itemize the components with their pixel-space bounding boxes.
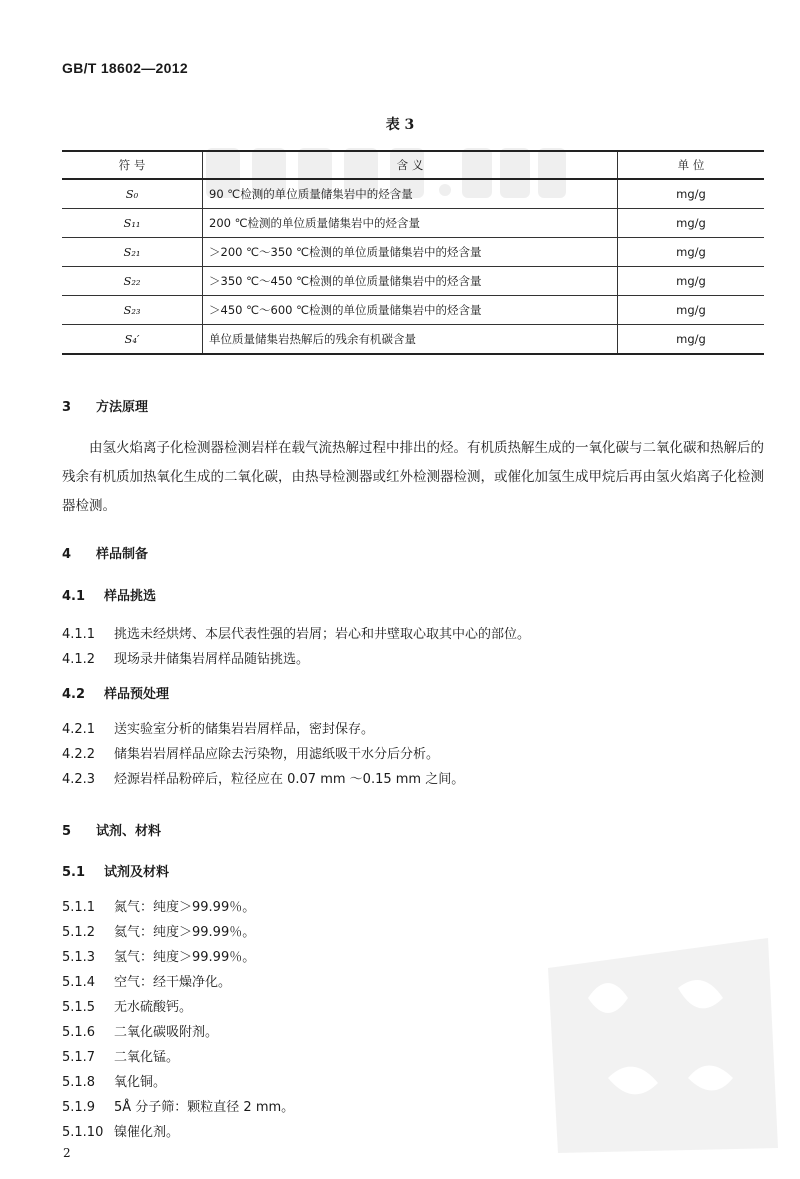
cell-symbol: S₂₁ — [62, 238, 203, 267]
section-number: 5 — [62, 824, 72, 839]
cell-meaning: ＞450 ℃～600 ℃检测的单位质量储集岩中的烃含量 — [203, 296, 618, 325]
cell-symbol: S₀ — [62, 179, 203, 209]
list-item — [62, 1096, 294, 1115]
cell-unit: mg/g — [618, 238, 765, 267]
cell-meaning: 200 ℃检测的单位质量储集岩中的烃含量 — [203, 209, 618, 238]
subsection-title: 样品预处理 — [104, 687, 170, 702]
seal-graphic — [528, 928, 788, 1158]
item-text: 氧化铜。 — [114, 1075, 167, 1090]
symbol-table — [62, 150, 764, 355]
section-title: 试剂、材料 — [96, 824, 162, 839]
cell-symbol: S₁₁ — [62, 209, 203, 238]
standard-number: GB/T 18602—2012 — [62, 60, 188, 76]
list-item — [62, 1021, 218, 1040]
item-text: 送实验室分析的储集岩岩屑样品，密封保存。 — [114, 722, 375, 737]
page-number: 2 — [63, 1146, 71, 1160]
cell-meaning: 90 ℃检测的单位质量储集岩中的烃含量 — [203, 179, 618, 209]
item-number: 4.2.2 — [62, 747, 96, 762]
table-row — [62, 296, 764, 325]
cell-symbol: S₂₃ — [62, 296, 203, 325]
header-unit: 单 位 — [618, 151, 765, 179]
table-caption: 表 3 — [385, 117, 415, 133]
item-number: 5.1.9 — [62, 1100, 96, 1115]
section-number: 4 — [62, 547, 72, 562]
item-number: 5.1.1 — [62, 900, 96, 915]
item-number: 4.2.1 — [62, 722, 96, 737]
item-text: 氮气：纯度＞99.99％。 — [114, 900, 256, 915]
item-text: 二氧化锰。 — [114, 1050, 180, 1065]
section-5-heading — [62, 820, 161, 839]
section-3-paragraph: 由氢火焰离子化检测器检测岩样在载气流热解过程中排出的烃。有机质热解生成的一氧化碳与二氧化碳和热解后的残余有机质加热氧化生成的二氧化碳，由热导检测器或红外检测器检测，或催化加氢生成甲烷后再由氢火焰离子化检测器检测。 — [62, 440, 764, 514]
header-symbol: 符 号 — [62, 151, 203, 179]
list-item — [62, 718, 374, 737]
list-item — [62, 648, 309, 667]
subsection-title: 样品挑选 — [104, 589, 157, 604]
item-text: 5Å 分子筛：颗粒直径 2 mm。 — [114, 1100, 295, 1115]
item-text: 无水硫酸钙。 — [114, 1000, 193, 1015]
list-item — [62, 1071, 166, 1090]
item-number: 4.1.1 — [62, 627, 96, 642]
item-text: 烃源岩样品粉碎后，粒径应在 0.07 mm ～0.15 mm 之间。 — [114, 772, 465, 787]
item-number: 5.1.2 — [62, 925, 96, 940]
list-item — [62, 743, 439, 762]
item-text: 镍催化剂。 — [114, 1125, 180, 1140]
item-number: 5.1.8 — [62, 1075, 96, 1090]
list-item — [62, 1121, 179, 1140]
list-item — [62, 996, 192, 1015]
table-header-row — [62, 151, 764, 179]
item-number: 5.1.3 — [62, 950, 96, 965]
cell-symbol: S₄′ — [62, 325, 203, 355]
section-title: 样品制备 — [96, 547, 149, 562]
section-title: 方法原理 — [96, 400, 149, 415]
item-number: 5.1.4 — [62, 975, 96, 990]
cell-meaning: ＞200 ℃～350 ℃检测的单位质量储集岩中的烃含量 — [203, 238, 618, 267]
table-row — [62, 238, 764, 267]
item-text: 氢气：纯度＞99.99％。 — [114, 950, 256, 965]
item-number: 4.1.2 — [62, 652, 96, 667]
table-row — [62, 179, 764, 209]
cell-symbol: S₂₂ — [62, 267, 203, 296]
item-text: 挑选未经烘烤、本层代表性强的岩屑；岩心和井壁取心取其中心的部位。 — [114, 627, 531, 642]
subsection-5-1-heading — [62, 861, 169, 880]
cell-unit: mg/g — [618, 267, 765, 296]
item-number: 5.1.7 — [62, 1050, 96, 1065]
section-number: 3 — [62, 400, 72, 415]
section-4-heading — [62, 543, 148, 562]
list-item — [62, 971, 231, 990]
list-item — [62, 896, 255, 915]
item-text: 空气：经干燥净化。 — [114, 975, 232, 990]
cell-unit: mg/g — [618, 209, 765, 238]
list-item — [62, 921, 255, 940]
table-row — [62, 209, 764, 238]
cell-meaning: ＞350 ℃～450 ℃检测的单位质量储集岩中的烃含量 — [203, 267, 618, 296]
cell-meaning: 单位质量储集岩热解后的残余有机碳含量 — [203, 325, 618, 355]
cell-unit: mg/g — [618, 296, 765, 325]
table-row — [62, 325, 764, 355]
subsection-number: 4.1 — [62, 589, 86, 604]
subsection-number: 4.2 — [62, 687, 86, 702]
item-number: 5.1.10 — [62, 1125, 104, 1140]
item-text: 二氧化碳吸附剂。 — [114, 1025, 219, 1040]
list-item — [62, 1046, 179, 1065]
subsection-number: 5.1 — [62, 865, 86, 880]
list-item — [62, 623, 530, 642]
cell-unit: mg/g — [618, 325, 765, 355]
item-number: 4.2.3 — [62, 772, 96, 787]
subsection-title: 试剂及材料 — [104, 865, 170, 880]
table-row — [62, 267, 764, 296]
cell-unit: mg/g — [618, 179, 765, 209]
item-text: 储集岩岩屑样品应除去污染物，用滤纸吸干水分后分析。 — [114, 747, 440, 762]
subsection-4-2-heading — [62, 683, 169, 702]
subsection-4-1-heading — [62, 585, 156, 604]
list-item — [62, 768, 464, 787]
item-text: 氦气：纯度＞99.99％。 — [114, 925, 256, 940]
item-text: 现场录井储集岩屑样品随钻挑选。 — [114, 652, 310, 667]
item-number: 5.1.6 — [62, 1025, 96, 1040]
header-meaning: 含 义 — [203, 151, 618, 179]
item-number: 5.1.5 — [62, 1000, 96, 1015]
section-3-heading — [62, 396, 148, 415]
list-item — [62, 946, 255, 965]
